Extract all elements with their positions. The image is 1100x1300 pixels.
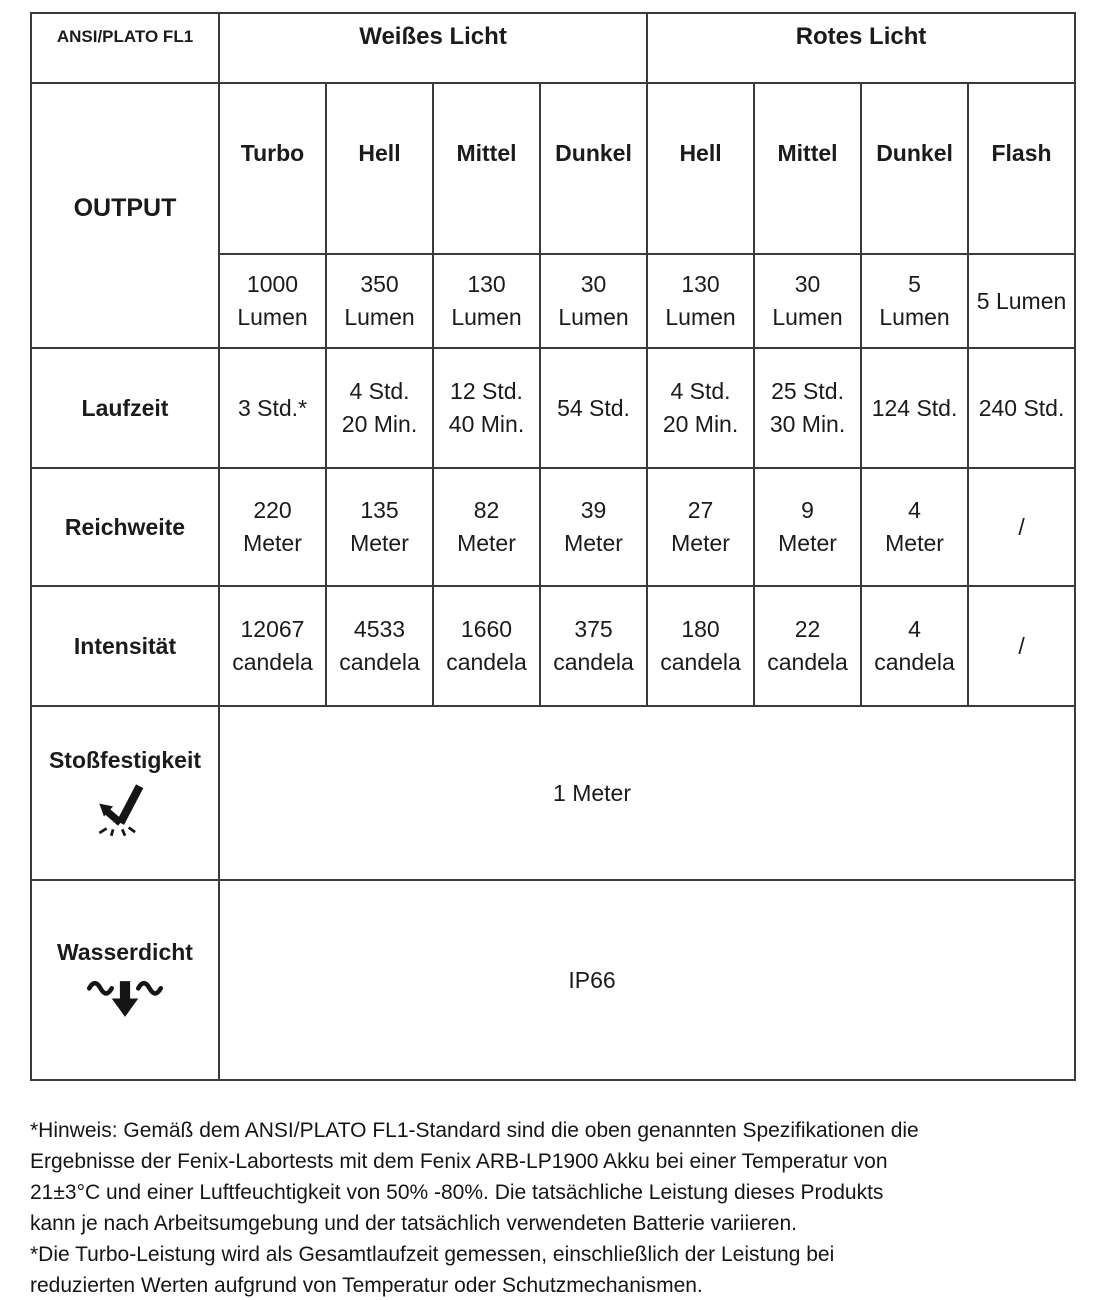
footnote-line: Ergebnisse der Fenix-Labortests mit dem Fenix ARB-LP1900 Akku bei einer Temperatur von — [30, 1150, 888, 1173]
impact-bounce-icon — [92, 782, 158, 840]
intensity-cell — [647, 586, 754, 706]
cell-line: Meter — [671, 530, 730, 556]
impact-value-cell: 1 Meter — [219, 706, 1075, 880]
cell-line: 40 Min. — [448, 411, 525, 437]
runtime-row — [31, 348, 1075, 468]
cell-line: 240 Std. — [978, 394, 1065, 421]
group-header-red-light: Rotes Licht — [647, 13, 1075, 83]
cell-line: 4 — [908, 497, 921, 523]
lumen-cell — [540, 254, 647, 348]
cell-line: 130 — [681, 271, 720, 297]
cell-line: 54 Std. — [557, 394, 630, 421]
mode-header-hell-white: Hell — [326, 83, 433, 254]
distance-row — [31, 468, 1075, 586]
cell-line: Meter — [778, 530, 837, 556]
cell-line: 124 Std. — [871, 394, 958, 421]
cell-line: Meter — [564, 530, 623, 556]
cell-line: candela — [232, 649, 313, 675]
mode-header-hell-red: Hell — [647, 83, 754, 254]
mode-header-flash: Flash — [968, 83, 1075, 254]
cell-line: 4 Std. — [349, 378, 410, 404]
cell-line: Lumen — [772, 304, 843, 330]
lumen-cell — [433, 254, 540, 348]
runtime-cell — [433, 348, 540, 468]
cell-line: 39 — [580, 497, 607, 523]
impact-row — [31, 706, 1075, 880]
cell-line: 20 Min. — [662, 411, 739, 437]
cell-line: 30 Min. — [769, 411, 846, 437]
impact-row-label-cell — [31, 706, 219, 880]
runtime-cell — [326, 348, 433, 468]
header-row — [31, 13, 1075, 83]
mode-header-dunkel-white: Dunkel — [540, 83, 647, 254]
waterproof-row — [31, 880, 1075, 1080]
cell-line: 5 Lumen — [976, 287, 1067, 314]
cell-line: 4 — [908, 616, 921, 642]
cell-line: 135 — [360, 497, 399, 523]
distance-row-label: Reichweite — [31, 468, 219, 586]
runtime-cell — [861, 348, 968, 468]
cell-line: Lumen — [879, 304, 950, 330]
footnote-line: reduzierten Werten aufgrund von Temperatur oder Schutzmechanismen. — [30, 1274, 703, 1297]
cell-line: 25 Std. — [771, 378, 844, 404]
cell-line: 9 — [801, 497, 814, 523]
runtime-cell — [540, 348, 647, 468]
lumen-cell — [326, 254, 433, 348]
lumen-cell — [647, 254, 754, 348]
waterproof-value-cell: IP66 — [219, 880, 1075, 1080]
distance-cell-na — [968, 468, 1075, 586]
lumen-cell — [861, 254, 968, 348]
cell-line: 375 — [574, 616, 613, 642]
cell-line: Meter — [885, 530, 944, 556]
cell-line: Lumen — [451, 304, 522, 330]
cell-line: 1660 — [460, 616, 513, 642]
distance-cell — [433, 468, 540, 586]
footnote-line: *Die Turbo-Leistung wird als Gesamtlaufzeit gemessen, einschließlich der Leistung bei — [30, 1243, 835, 1266]
cell-line: Lumen — [558, 304, 629, 330]
cell-line: 12 Std. — [450, 378, 523, 404]
distance-cell — [540, 468, 647, 586]
intensity-cell — [326, 586, 433, 706]
cell-line: Meter — [243, 530, 302, 556]
mode-header-mittel-red: Mittel — [754, 83, 861, 254]
cell-line: / — [1018, 632, 1025, 659]
lumen-cell — [754, 254, 861, 348]
cell-line: 4 Std. — [670, 378, 731, 404]
cell-line: Lumen — [665, 304, 736, 330]
cell-line: candela — [767, 649, 848, 675]
mode-header-turbo: Turbo — [219, 83, 326, 254]
distance-cell — [861, 468, 968, 586]
waterproof-wave-arrow-icon — [86, 974, 164, 1021]
cell-line: Lumen — [237, 304, 308, 330]
intensity-row-label: Intensität — [31, 586, 219, 706]
intensity-cell — [433, 586, 540, 706]
cell-line: 30 — [580, 271, 607, 297]
cell-line: 220 — [253, 497, 292, 523]
cell-line: Meter — [457, 530, 516, 556]
cell-line: Meter — [350, 530, 409, 556]
cell-line: candela — [446, 649, 527, 675]
cell-line: 27 — [687, 497, 714, 523]
runtime-cell — [968, 348, 1075, 468]
intensity-row — [31, 586, 1075, 706]
cell-line: / — [1018, 513, 1025, 540]
cell-line: 20 Min. — [341, 411, 418, 437]
intensity-cell — [219, 586, 326, 706]
cell-line: 180 — [681, 616, 720, 642]
cell-line: 1000 — [246, 271, 299, 297]
distance-cell — [326, 468, 433, 586]
waterproof-row-label: Wasserdicht — [57, 939, 193, 965]
corner-label: ANSI/PLATO FL1 — [31, 13, 219, 83]
cell-line: candela — [874, 649, 955, 675]
mode-header-dunkel-red: Dunkel — [861, 83, 968, 254]
cell-line: 22 — [794, 616, 821, 642]
lumen-cell — [219, 254, 326, 348]
cell-line: candela — [660, 649, 741, 675]
mode-header-mittel-white: Mittel — [433, 83, 540, 254]
footnote-line: kann je nach Arbeitsumgebung und der tatsächlich verwendeten Batterie variieren. — [30, 1212, 797, 1235]
intensity-cell-na — [968, 586, 1075, 706]
cell-line: 12067 — [240, 616, 305, 642]
impact-row-label: Stoßfestigkeit — [48, 746, 202, 773]
cell-line: 82 — [473, 497, 500, 523]
output-row-label: OUTPUT — [31, 83, 219, 348]
waterproof-row-label-cell — [31, 880, 219, 1080]
cell-line: 30 — [794, 271, 821, 297]
cell-line: 4533 — [353, 616, 406, 642]
intensity-cell — [861, 586, 968, 706]
cell-line: 5 — [908, 271, 921, 297]
ansi-fl1-spec-table — [30, 12, 1076, 1081]
distance-cell — [754, 468, 861, 586]
intensity-cell — [540, 586, 647, 706]
footnote-line: *Hinweis: Gemäß dem ANSI/PLATO FL1-Standard sind die oben genannten Spezifikationen die — [30, 1119, 919, 1142]
runtime-cell — [219, 348, 326, 468]
runtime-cell — [647, 348, 754, 468]
mode-header-row — [31, 83, 1075, 254]
runtime-row-label: Laufzeit — [31, 348, 219, 468]
cell-line: 350 — [360, 271, 399, 297]
intensity-cell — [754, 586, 861, 706]
lumen-cell-flash — [968, 254, 1075, 348]
cell-line: 3 Std.* — [237, 394, 308, 421]
distance-cell — [219, 468, 326, 586]
footnotes — [30, 1115, 1040, 1300]
cell-line: 130 — [467, 271, 506, 297]
cell-line: Lumen — [344, 304, 415, 330]
group-header-white-light: Weißes Licht — [219, 13, 647, 83]
footnote-line: 21±3°C und einer Luftfeuchtigkeit von 50% -80%. Die tatsächliche Leistung dieses Produkts — [30, 1181, 884, 1204]
cell-line: candela — [339, 649, 420, 675]
runtime-cell — [754, 348, 861, 468]
cell-line: candela — [553, 649, 634, 675]
distance-cell — [647, 468, 754, 586]
